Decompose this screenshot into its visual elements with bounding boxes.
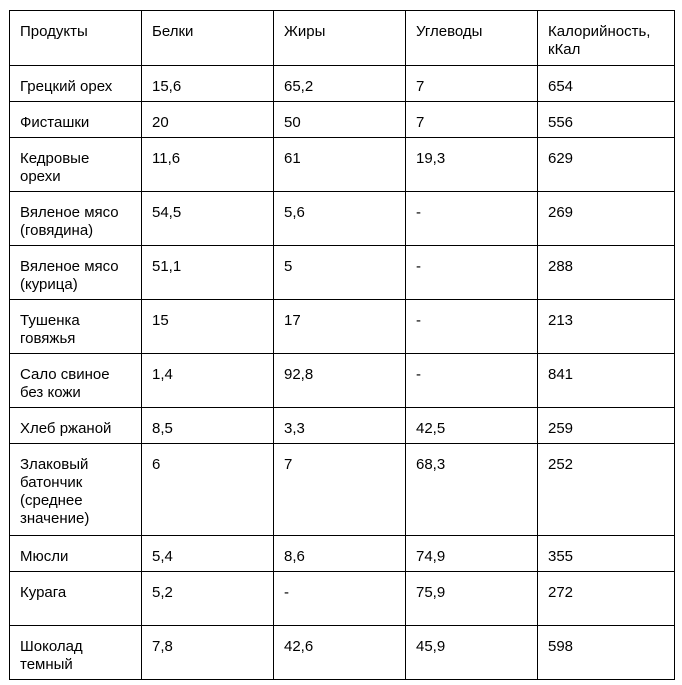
table-row: [10, 626, 675, 680]
table-row: [10, 246, 675, 300]
table-row: [10, 300, 675, 354]
cell-product: Злаковый батончик (среднее значение): [10, 444, 142, 536]
cell-fats: 92,8: [274, 354, 406, 408]
cell-proteins: 7,8: [142, 626, 274, 680]
cell-calories: 259: [538, 408, 675, 444]
cell-product: Тушенка говяжья: [10, 300, 142, 354]
table-row: [10, 408, 675, 444]
cell-fats: 3,3: [274, 408, 406, 444]
cell-calories: 213: [538, 300, 675, 354]
cell-product: Курага: [10, 572, 142, 626]
cell-carbs: 19,3: [406, 138, 538, 192]
cell-carbs: 74,9: [406, 536, 538, 572]
cell-calories: 272: [538, 572, 675, 626]
cell-carbs: 75,9: [406, 572, 538, 626]
cell-calories: 269: [538, 192, 675, 246]
nutrition-table: [9, 10, 675, 680]
cell-fats: -: [274, 572, 406, 626]
cell-proteins: 5,2: [142, 572, 274, 626]
cell-calories: 355: [538, 536, 675, 572]
cell-calories: 252: [538, 444, 675, 536]
table-header-row: [10, 11, 675, 66]
cell-proteins: 15,6: [142, 66, 274, 102]
cell-carbs: -: [406, 300, 538, 354]
cell-fats: 5: [274, 246, 406, 300]
cell-fats: 42,6: [274, 626, 406, 680]
cell-calories: 841: [538, 354, 675, 408]
cell-carbs: -: [406, 192, 538, 246]
cell-product: Сало свиное без кожи: [10, 354, 142, 408]
header-products: Продукты: [10, 11, 142, 66]
cell-product: Хлеб ржаной: [10, 408, 142, 444]
table-row: [10, 572, 675, 626]
cell-proteins: 6: [142, 444, 274, 536]
cell-proteins: 54,5: [142, 192, 274, 246]
cell-carbs: 68,3: [406, 444, 538, 536]
cell-proteins: 51,1: [142, 246, 274, 300]
cell-fats: 5,6: [274, 192, 406, 246]
header-calories: Калорийность, кКал: [538, 11, 675, 66]
cell-proteins: 1,4: [142, 354, 274, 408]
cell-proteins: 15: [142, 300, 274, 354]
cell-fats: 7: [274, 444, 406, 536]
table-row: [10, 536, 675, 572]
cell-product: Шоколад темный: [10, 626, 142, 680]
cell-fats: 8,6: [274, 536, 406, 572]
cell-fats: 17: [274, 300, 406, 354]
table-row: [10, 138, 675, 192]
cell-proteins: 5,4: [142, 536, 274, 572]
cell-carbs: 7: [406, 66, 538, 102]
cell-calories: 598: [538, 626, 675, 680]
cell-fats: 50: [274, 102, 406, 138]
cell-proteins: 20: [142, 102, 274, 138]
cell-proteins: 8,5: [142, 408, 274, 444]
cell-product: Вяленое мясо (курица): [10, 246, 142, 300]
cell-calories: 629: [538, 138, 675, 192]
cell-fats: 65,2: [274, 66, 406, 102]
header-carbs: Углеводы: [406, 11, 538, 66]
table-row: [10, 354, 675, 408]
cell-carbs: -: [406, 246, 538, 300]
cell-carbs: -: [406, 354, 538, 408]
cell-carbs: 42,5: [406, 408, 538, 444]
cell-product: Фисташки: [10, 102, 142, 138]
cell-product: Грецкий орех: [10, 66, 142, 102]
cell-carbs: 45,9: [406, 626, 538, 680]
cell-carbs: 7: [406, 102, 538, 138]
table-row: [10, 66, 675, 102]
table-row: [10, 192, 675, 246]
cell-calories: 556: [538, 102, 675, 138]
cell-product: Кедровые орехи: [10, 138, 142, 192]
table-row: [10, 444, 675, 536]
header-proteins: Белки: [142, 11, 274, 66]
cell-product: Мюсли: [10, 536, 142, 572]
cell-fats: 61: [274, 138, 406, 192]
cell-product: Вяленое мясо (говядина): [10, 192, 142, 246]
cell-calories: 288: [538, 246, 675, 300]
cell-calories: 654: [538, 66, 675, 102]
table-row: [10, 102, 675, 138]
cell-proteins: 11,6: [142, 138, 274, 192]
header-fats: Жиры: [274, 11, 406, 66]
